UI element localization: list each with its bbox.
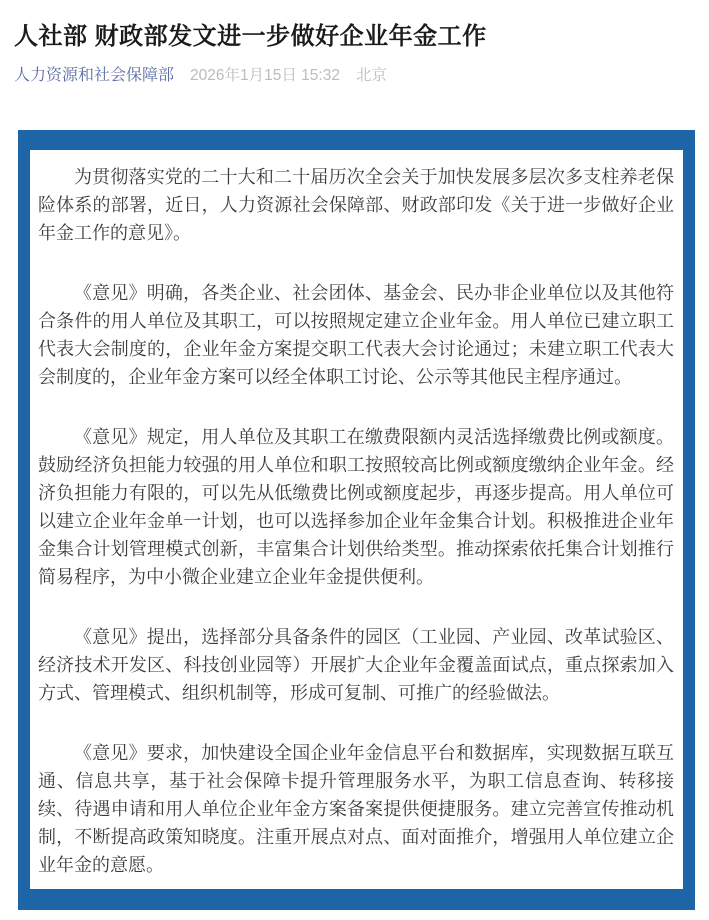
publish-time: 2026年1月15日 15:32	[190, 67, 340, 84]
publish-location: 北京	[355, 67, 387, 84]
article-paragraph: 《意见》规定，用人单位及其职工在缴费限额内灵活选择缴费比例或额度。鼓励经济负担能力较强的用人单位和职工按照较高比例或额度缴纳企业年金。经济负担能力有限的，可以先从低缴费比例或额度起步，再逐步提高。用人单位可以建立企业年金单一计划，也可以选择参加企业年金集合计划。积极推进企业年金集合计划管理模式创新，丰富集合计划供给类型。推动探索依托集合计划推行简易程序，为中小微企业建立企业年金提供便利。	[38, 427, 674, 587]
article-page	[0, 22, 709, 920]
source-link[interactable]: 人力资源和社会保障部	[14, 67, 175, 84]
article-body	[38, 163, 674, 879]
article-paragraph: 《意见》明确，各类企业、社会团体、基金会、民办非企业单位以及其他符合条件的用人单位及其职工，可以按照规定建立企业年金。用人单位已建立职工代表大会制度的，企业年金方案提交职工代表大会讨论通过；未建立职工代表大会制度的，企业年金方案可以经全体职工讨论、公示等其他民主程序通过。	[38, 283, 674, 387]
article-paragraph: 《意见》要求，加快建设全国企业年金信息平台和数据库，实现数据互联互通、信息共享，基于社会保障卡提升管理服务水平，为职工信息查询、转移接续、待遇申请和用人单位企业年金方案备案提供便捷服务。建立完善宣传推动机制，不断提高政策知晓度。注重开展点对点、面对面推介，增强用人单位建立企业年金的意愿。	[38, 743, 674, 875]
article-title: 人社部 财政部发文进一步做好企业年金工作	[14, 23, 487, 50]
article-meta	[14, 66, 695, 86]
article-paragraph: 《意见》提出，选择部分具备条件的园区（工业园、产业园、改革试验区、经济技术开发区、科技创业园等）开展扩大企业年金覆盖面试点，重点探索加入方式、管理模式、组织机制等，形成可复制、可推广的经验做法。	[38, 627, 674, 703]
article-card	[30, 150, 683, 889]
article-paragraph: 为贯彻落实党的二十大和二十届历次全会关于加快发展多层次多支柱养老保险体系的部署，近日，人力资源社会保障部、财政部印发《关于进一步做好企业年金工作的意见》。	[38, 167, 674, 243]
article-blue-frame	[18, 130, 695, 910]
